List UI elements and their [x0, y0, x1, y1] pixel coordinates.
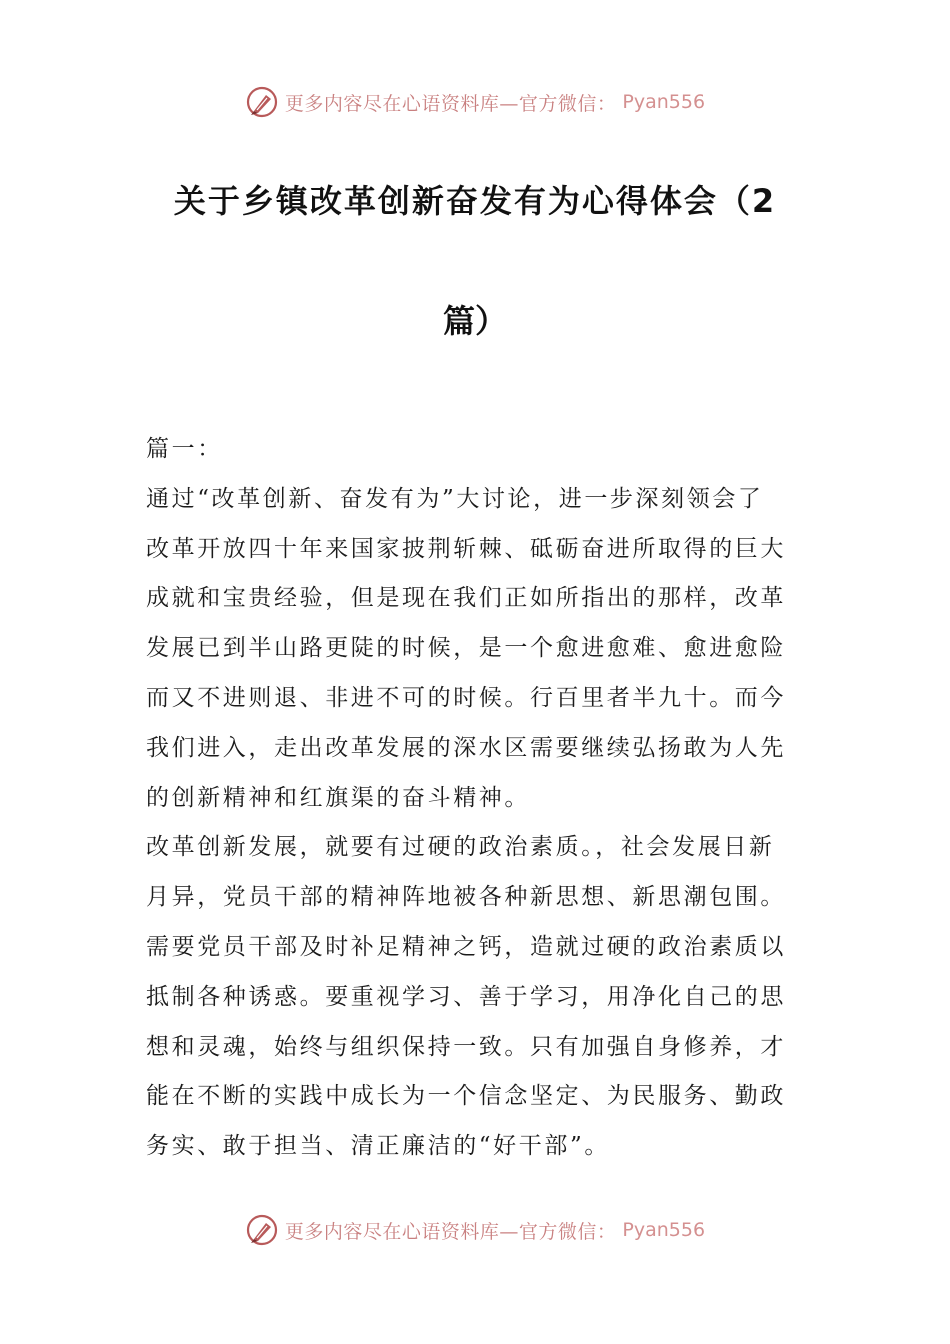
paragraph-line: 通过“改革创新、奋发有为”大讨论，进一步深刻领会了 — [146, 485, 764, 512]
paragraph-line: 我们进入，走出改革发展的深水区需要继续弘扬敢为人先 — [146, 734, 786, 761]
paragraph-1 — [146, 475, 816, 824]
watermark-text: 更多内容尽在心语资料库—官方微信： — [284, 92, 617, 115]
watermark-brand: Pyan556 — [622, 91, 706, 113]
paragraph-line: 成就和宝贵经验，但是现在我们正如所指出的那样，改革 — [146, 585, 786, 612]
paragraph-line: 想和灵魂，始终与组织保持一致。只有加强自身修养，才 — [146, 1033, 786, 1060]
paragraph-line: 月异，党员干部的精神阵地被各种新思想、新思潮包围。 — [146, 884, 786, 911]
paragraph-line: 务实、敢于担当、清正廉洁的“好干部”。 — [146, 1133, 610, 1160]
document-body — [146, 425, 816, 1172]
paragraph-line: 改革开放四十年来国家披荆斩棘、砥砺奋进所取得的巨大 — [146, 535, 786, 562]
paragraph-line: 而又不进则退、非进不可的时候。行百里者半九十。而今 — [146, 684, 786, 711]
pen-nib-circle-icon — [245, 1213, 279, 1247]
watermark-text: 更多内容尽在心语资料库—官方微信： — [284, 1220, 617, 1243]
paragraph-line: 发展已到半山路更陡的时候，是一个愈进愈难、愈进愈险 — [146, 635, 786, 662]
paragraph-line: 改革创新发展，就要有过硬的政治素质。，社会发展日新 — [146, 834, 775, 861]
paragraph-line: 能在不断的实践中成长为一个信念坚定、为民服务、勤政 — [146, 1083, 786, 1110]
watermark-brand: Pyan556 — [622, 1219, 706, 1241]
paragraph-2 — [146, 823, 816, 1172]
header-watermark — [0, 82, 950, 122]
section-heading: 篇一： — [146, 436, 223, 462]
paragraph-line: 需要党员干部及时补足精神之钙，造就过硬的政治素质以 — [146, 933, 786, 960]
paragraph-line: 抵制各种诱惑。要重视学习、善于学习，用净化自己的思 — [146, 983, 786, 1010]
footer-watermark — [0, 1210, 950, 1250]
document-title-line2: 篇） — [442, 302, 507, 340]
paragraph-line: 的创新精神和红旗渠的奋斗精神。 — [146, 784, 530, 811]
document-title-line1: 关于乡镇改革创新奋发有为心得体会（2 — [173, 182, 777, 220]
pen-nib-circle-icon — [245, 85, 279, 119]
